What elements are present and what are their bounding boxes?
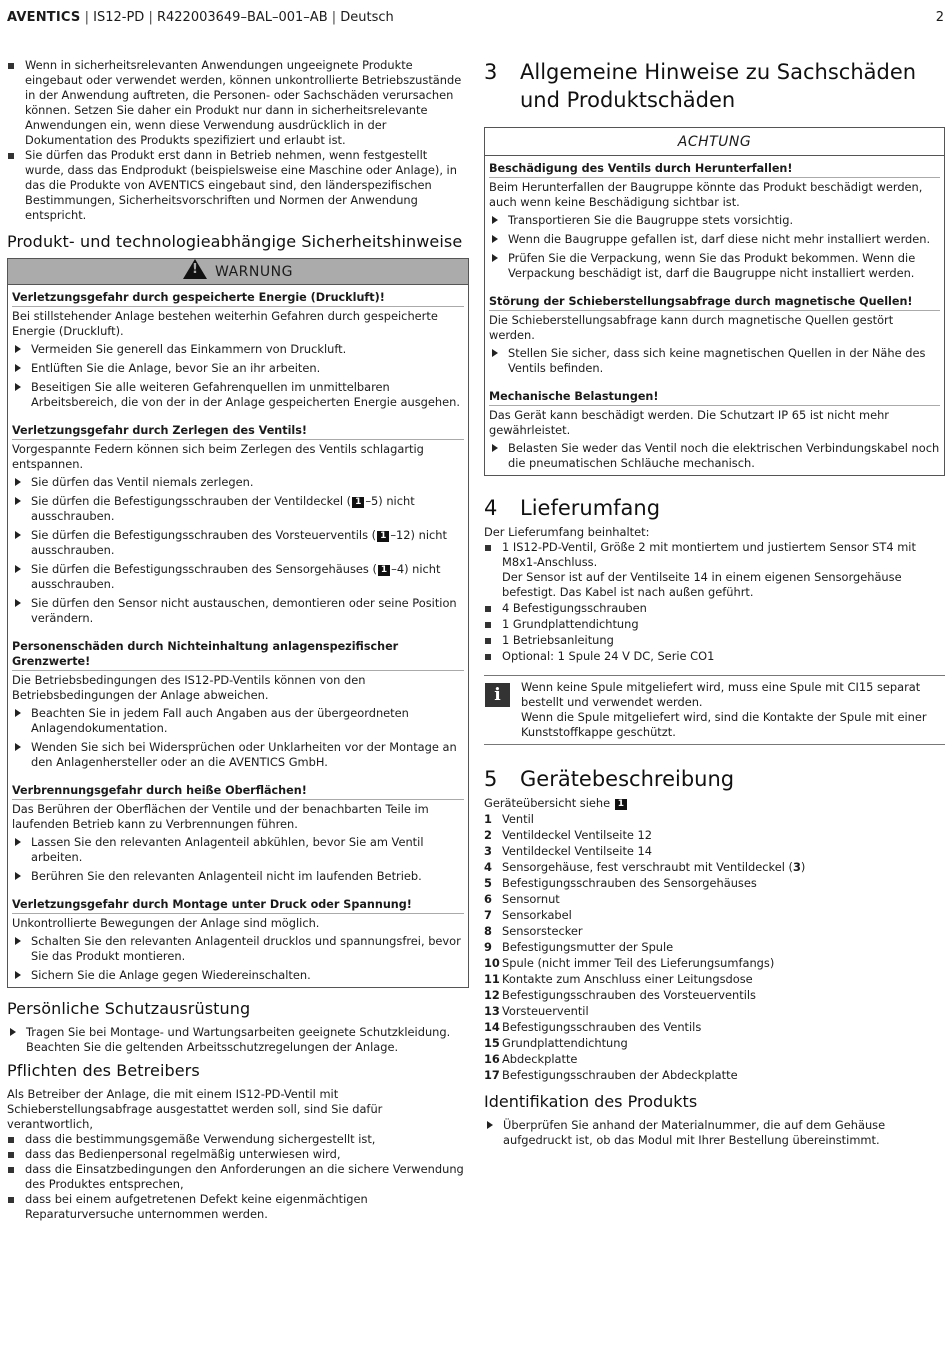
part-label: Befestigungsschrauben des Sensorgehäuses <box>502 876 757 890</box>
caution-title: Mechanische Belastungen! <box>489 389 940 406</box>
list-item: Beachten Sie in jedem Fall auch Angaben aus der übergeordneten Anlagendokumentation. <box>12 706 464 736</box>
square-bullet-icon <box>8 1137 14 1143</box>
warning-header: !WARNUNG <box>8 259 468 285</box>
page-header <box>7 9 944 27</box>
list-item: Wenn in sicherheitsrelevanten Anwendungen ungeeignete Produkte eingebaut oder verwendet werden, können unkontrollierte Betriebszustände in der Anwendung auftreten, die Personen- oder Sachschäden verursachen können. Setzen Sie daher ein Produkt nur dann in sicherheitsrelevante Anwendungen ein, wenn diese Verwendung ausdrücklich in der Dokumentation des Produkts spezifiziert und erlaubt ist. <box>7 58 469 148</box>
brand-name: AVENTICS <box>7 10 81 25</box>
arrow-bullet-icon <box>15 872 21 880</box>
square-bullet-icon <box>485 638 491 644</box>
part-list-item <box>484 940 945 955</box>
part-list-item <box>484 876 945 891</box>
part-label: Sensornut <box>502 892 560 906</box>
list-item: Sie dürfen das Ventil niemals zerlegen. <box>12 475 464 490</box>
warning-text: Unkontrollierte Bewegungen der Anlage sind möglich. <box>12 916 320 930</box>
list-item: 1 Betriebsanleitung <box>484 633 945 648</box>
warning-title: Verletzungsgefahr durch Montage unter Druck oder Spannung! <box>12 897 464 914</box>
part-label: Sensorstecker <box>502 924 583 938</box>
arrow-bullet-icon <box>15 478 21 486</box>
arrow-bullet-icon <box>15 565 21 573</box>
warning-text: Vorgespannte Federn können sich beim Zerlegen des Ventils schlagartig entspannen. <box>12 442 424 471</box>
arrow-bullet-icon <box>15 364 21 372</box>
part-label: Ventildeckel Ventilseite 14 <box>502 844 653 858</box>
part-number: 12 <box>484 988 500 1002</box>
part-number: 15 <box>484 1036 500 1050</box>
part-number: 2 <box>484 828 492 842</box>
part-label: Sensorgehäuse, fest verschraubt mit Ventildeckel ( <box>502 860 793 874</box>
list-item: Sie dürfen das Produkt erst dann in Betrieb nehmen, wenn festgestellt wurde, dass das Endprodukt (beispielsweise eine Maschine oder Anlage), in das die Produkte von AVENTICS eingebaut sind, den länderspezifischen Bestimmungen, Sicherheitsvorschriften und Normen der Anwendung entspricht. <box>7 148 469 223</box>
square-bullet-icon <box>485 606 491 612</box>
arrow-bullet-icon <box>15 497 21 505</box>
header-separator: | <box>331 10 337 25</box>
square-bullet-icon <box>8 153 14 159</box>
arrow-bullet-icon <box>15 383 21 391</box>
arrow-bullet-icon <box>15 345 21 353</box>
list-item: Prüfen Sie die Verpackung, wenn Sie das Produkt bekommen. Wenn die Verpackung beschädigt ist, darf die Baugruppe nicht installiert werden. <box>489 251 940 281</box>
part-label: Abdeckplatte <box>502 1052 578 1066</box>
list-item: 1 Grundplattendichtung <box>484 617 945 632</box>
info-icon: i <box>485 683 510 707</box>
right-column <box>484 58 945 1152</box>
arrow-bullet-icon <box>15 599 21 607</box>
part-label-tail: ) <box>800 860 806 874</box>
part-label: Befestigungsschrauben des Vorsteuerventils <box>502 988 756 1002</box>
square-bullet-icon <box>8 63 14 69</box>
list-item: Sichern Sie die Anlage gegen Wiedereinschalten. <box>12 968 464 983</box>
part-label: Befestigungsschrauben des Ventils <box>502 1020 702 1034</box>
part-label: Befestigungsmutter der Spule <box>502 940 674 954</box>
part-list-item <box>484 844 945 859</box>
arrow-bullet-icon <box>15 709 21 717</box>
square-bullet-icon <box>485 654 491 660</box>
arrow-bullet-icon <box>492 349 498 357</box>
part-label: Sensorkabel <box>502 908 572 922</box>
parts-list <box>484 812 945 1083</box>
caution-text: Das Gerät kann beschädigt werden. Die Schutzart IP 65 ist nicht mehr gewährleistet. <box>489 408 889 437</box>
part-list-item <box>484 828 945 843</box>
header-doc-number: R422003649–BAL–001–AB <box>156 10 328 25</box>
warning-text: Die Betriebsbedingungen des IS12-PD-Ventils können von den Betriebsbedingungen der Anlage abweichen. <box>12 673 366 702</box>
part-list-item <box>484 860 945 875</box>
list-item: Schalten Sie den relevanten Anlagenteil drucklos und spannungsfrei, bevor Sie das Produkt montieren. <box>12 934 464 964</box>
square-bullet-icon <box>485 545 491 551</box>
caution-header: ACHTUNG <box>485 128 944 156</box>
arrow-bullet-icon <box>492 254 498 262</box>
list-item: Sie dürfen den Sensor nicht austauschen, demontieren oder seine Position verändern. <box>12 596 464 626</box>
part-list-item <box>484 988 945 1003</box>
caution-title: Störung der Schieberstellungsabfrage durch magnetische Quellen! <box>489 294 940 311</box>
chapter-heading-5: 5 Gerätebeschreibung <box>484 767 735 791</box>
section-heading-psa: Persönliche Schutzausrüstung <box>7 999 251 1018</box>
warning-text: Das Berühren der Oberflächen der Ventile und der benachbarten Teile im laufenden Betrieb kann zu Verbrennungen führen. <box>12 802 429 831</box>
arrow-bullet-icon <box>15 838 21 846</box>
figure-ref-badge: 1 <box>377 531 389 542</box>
caution-box <box>484 127 945 476</box>
list-item: Lassen Sie den relevanten Anlagenteil abkühlen, bevor Sie am Ventil arbeiten. <box>12 835 464 865</box>
warning-box <box>7 258 469 988</box>
arrow-bullet-icon <box>15 743 21 751</box>
part-number: 6 <box>484 892 492 906</box>
warning-title: Verletzungsgefahr durch gespeicherte Energie (Druckluft)! <box>12 290 464 307</box>
section-heading-duties: Pflichten des Betreibers <box>7 1061 200 1080</box>
list-item: dass die Einsatzbedingungen den Anforderungen an die sichere Verwendung des Produktes entsprechen, <box>7 1162 469 1192</box>
list-item: Sie dürfen die Befestigungsschrauben des Sensorgehäuses ( 1 –4) nicht ausschrauben. <box>12 562 464 592</box>
part-number: 9 <box>484 940 492 954</box>
list-item: 1 IS12-PD-Ventil, Größe 2 mit montiertem und justiertem Sensor ST4 mit M8x1-Anschluss. Der Sensor ist auf der Ventilseite 14 in einem eigenen Sensorgehäuse befestigt. Das Kabel ist nach außen geführt. <box>484 540 945 600</box>
list-item: Belasten Sie weder das Ventil noch die elektrischen Verbindungskabel noch die pneumatischen Schläuche mechanisch. <box>489 441 940 471</box>
part-number: 11 <box>484 972 500 986</box>
list-item: Stellen Sie sicher, dass sich keine magnetischen Quellen in der Nähe des Ventils befinden. <box>489 346 940 376</box>
list-item: Wenden Sie sich bei Widersprüchen oder Unklarheiten vor der Montage an den Anlagenhersteller oder an die AVENTICS GmbH. <box>12 740 464 770</box>
arrow-bullet-icon <box>10 1028 16 1036</box>
list-item: Berühren Sie den relevanten Anlagenteil nicht im laufenden Betrieb. <box>12 869 464 884</box>
square-bullet-icon <box>8 1167 14 1173</box>
warning-text: Bei stillstehender Anlage bestehen weiterhin Gefahren durch gespeicherte Energie (Druckluft). <box>12 309 438 338</box>
header-separator: | <box>84 10 89 25</box>
list-item: Tragen Sie bei Montage- und Wartungsarbeiten geeignete Schutzkleidung. Beachten Sie die geltenden Arbeitsschutzregelungen der Anlage. <box>7 1025 469 1055</box>
part-number: 10 <box>484 956 500 970</box>
warning-title: Personenschäden durch Nichteinhaltung anlagenspezifischer Grenzwerte! <box>12 639 464 671</box>
part-number: 4 <box>484 860 492 874</box>
square-bullet-icon <box>8 1197 14 1203</box>
warning-title: Verletzungsgefahr durch Zerlegen des Ventils! <box>12 423 464 440</box>
part-number: 1 <box>484 812 492 826</box>
arrow-bullet-icon <box>15 937 21 945</box>
warning-triangle-icon <box>183 259 207 279</box>
list-item: Sie dürfen die Befestigungsschrauben des Vorsteuerventils ( 1 –12) nicht ausschrauben. <box>12 528 464 558</box>
caution-title: Beschädigung des Ventils durch Herunterfallen! <box>489 161 940 178</box>
square-bullet-icon <box>8 1152 14 1158</box>
header-product: IS12-PD <box>93 10 145 25</box>
page-number: 2 <box>935 10 944 25</box>
section-heading-identification: Identifikation des Produkts <box>484 1092 698 1111</box>
chapter-heading-3: 3 Allgemeine Hinweise zu Sachschäden und Produktschäden <box>484 60 917 112</box>
list-item: dass das Bedienpersonal regelmäßig unterwiesen wird, <box>7 1147 469 1162</box>
part-number: 3 <box>484 844 492 858</box>
list-item: Beseitigen Sie alle weiteren Gefahrenquellen im unmittelbaren Arbeitsbereich, die von der in der Anlage gespeicherten Energie ausgehen. <box>12 380 464 410</box>
list-item: Sie dürfen die Befestigungsschrauben der Ventildeckel ( 1 –5) nicht ausschrauben. <box>12 494 464 524</box>
part-label: Grundplattendichtung <box>502 1036 628 1050</box>
list-item: Überprüfen Sie anhand der Materialnummer, die auf dem Gehäuse aufgedruckt ist, ob das Modul mit Ihrer Bestellung übereinstimmt. <box>484 1118 945 1148</box>
figure-ref-badge: 1 <box>378 565 390 576</box>
part-number: 14 <box>484 1020 500 1034</box>
part-number: 17 <box>484 1068 500 1082</box>
part-label: Ventildeckel Ventilseite 12 <box>502 828 653 842</box>
warning-title: Verbrennungsgefahr durch heiße Oberflächen! <box>12 783 464 800</box>
part-number: 16 <box>484 1052 500 1066</box>
arrow-bullet-icon <box>492 444 498 452</box>
list-item: dass die bestimmungsgemäße Verwendung sichergestellt ist, <box>7 1132 469 1147</box>
arrow-bullet-icon <box>492 235 498 243</box>
section-heading-safety: Produkt- und technologieabhängige Sicherheitshinweise <box>7 232 463 251</box>
header-language: Deutsch <box>340 10 394 25</box>
list-item: 4 Befestigungsschrauben <box>484 601 945 616</box>
part-list-item <box>484 1036 945 1051</box>
part-label: Befestigungsschrauben der Abdeckplatte <box>502 1068 738 1082</box>
overview-ref: Geräteübersicht siehe 1 <box>484 796 945 811</box>
part-list-item <box>484 812 945 827</box>
part-list-item <box>484 1068 945 1083</box>
list-item: Vermeiden Sie generell das Einkammern von Druckluft. <box>12 342 464 357</box>
header-separator: | <box>148 10 153 25</box>
list-item: Transportieren Sie die Baugruppe stets vorsichtig. <box>489 213 940 228</box>
part-list-item <box>484 892 945 907</box>
scope-intro: Der Lieferumfang beinhaltet: <box>484 525 650 539</box>
part-label: Kontakte zum Anschluss einer Leitungsdose <box>502 972 753 986</box>
figure-ref-badge: 1 <box>615 799 627 810</box>
left-column <box>7 58 469 1222</box>
part-list-item <box>484 1052 945 1067</box>
part-number: 8 <box>484 924 492 938</box>
part-number: 13 <box>484 1004 500 1018</box>
arrow-bullet-icon <box>15 531 21 539</box>
part-list-item <box>484 956 945 971</box>
square-bullet-icon <box>485 622 491 628</box>
list-item: Optional: 1 Spule 24 V DC, Serie CO1 <box>484 649 945 664</box>
part-label: Spule (nicht immer Teil des Lieferungsumfangs) <box>502 956 775 970</box>
list-item: Entlüften Sie die Anlage, bevor Sie an ihr arbeiten. <box>12 361 464 376</box>
part-list-item <box>484 1004 945 1019</box>
part-label: Vorsteuerventil <box>502 1004 589 1018</box>
caution-text: Die Schieberstellungsabfrage kann durch magnetische Quellen gestört werden. <box>489 313 894 342</box>
part-list-item <box>484 972 945 987</box>
figure-ref-badge: 1 <box>352 497 364 508</box>
part-list-item <box>484 908 945 923</box>
caution-text: Beim Herunterfallen der Baugruppe könnte das Produkt beschädigt werden, auch wenn keine Beschädigung sichtbar ist. <box>489 180 923 209</box>
list-item: dass bei einem aufgetretenen Defekt keine eigenmächtigen Reparaturversuche unternommen werden. <box>7 1192 469 1222</box>
arrow-bullet-icon <box>487 1121 493 1129</box>
chapter-heading-4: 4 Lieferumfang <box>484 496 661 520</box>
part-list-item <box>484 1020 945 1035</box>
list-item: Wenn die Baugruppe gefallen ist, darf diese nicht mehr installiert werden. <box>489 232 940 247</box>
part-reference: 3 <box>792 860 801 874</box>
info-note: i Wenn keine Spule mitgeliefert wird, muss eine Spule mit CI15 separat bestellt und verwendet werden. Wenn die Spule mitgeliefert wird, sind die Kontakte der Spule mit einer Kunststoffkappe geschützt. <box>484 675 945 745</box>
arrow-bullet-icon <box>15 971 21 979</box>
arrow-bullet-icon <box>492 216 498 224</box>
part-label: Ventil <box>502 812 534 826</box>
part-list-item <box>484 924 945 939</box>
duties-text: Als Betreiber der Anlage, die mit einem IS12-PD-Ventil mit Schieberstellungsabfrage ausgestattet werden soll, sind Sie dafür verantwortlich, <box>7 1087 383 1131</box>
part-number: 5 <box>484 876 492 890</box>
part-number: 7 <box>484 908 492 922</box>
